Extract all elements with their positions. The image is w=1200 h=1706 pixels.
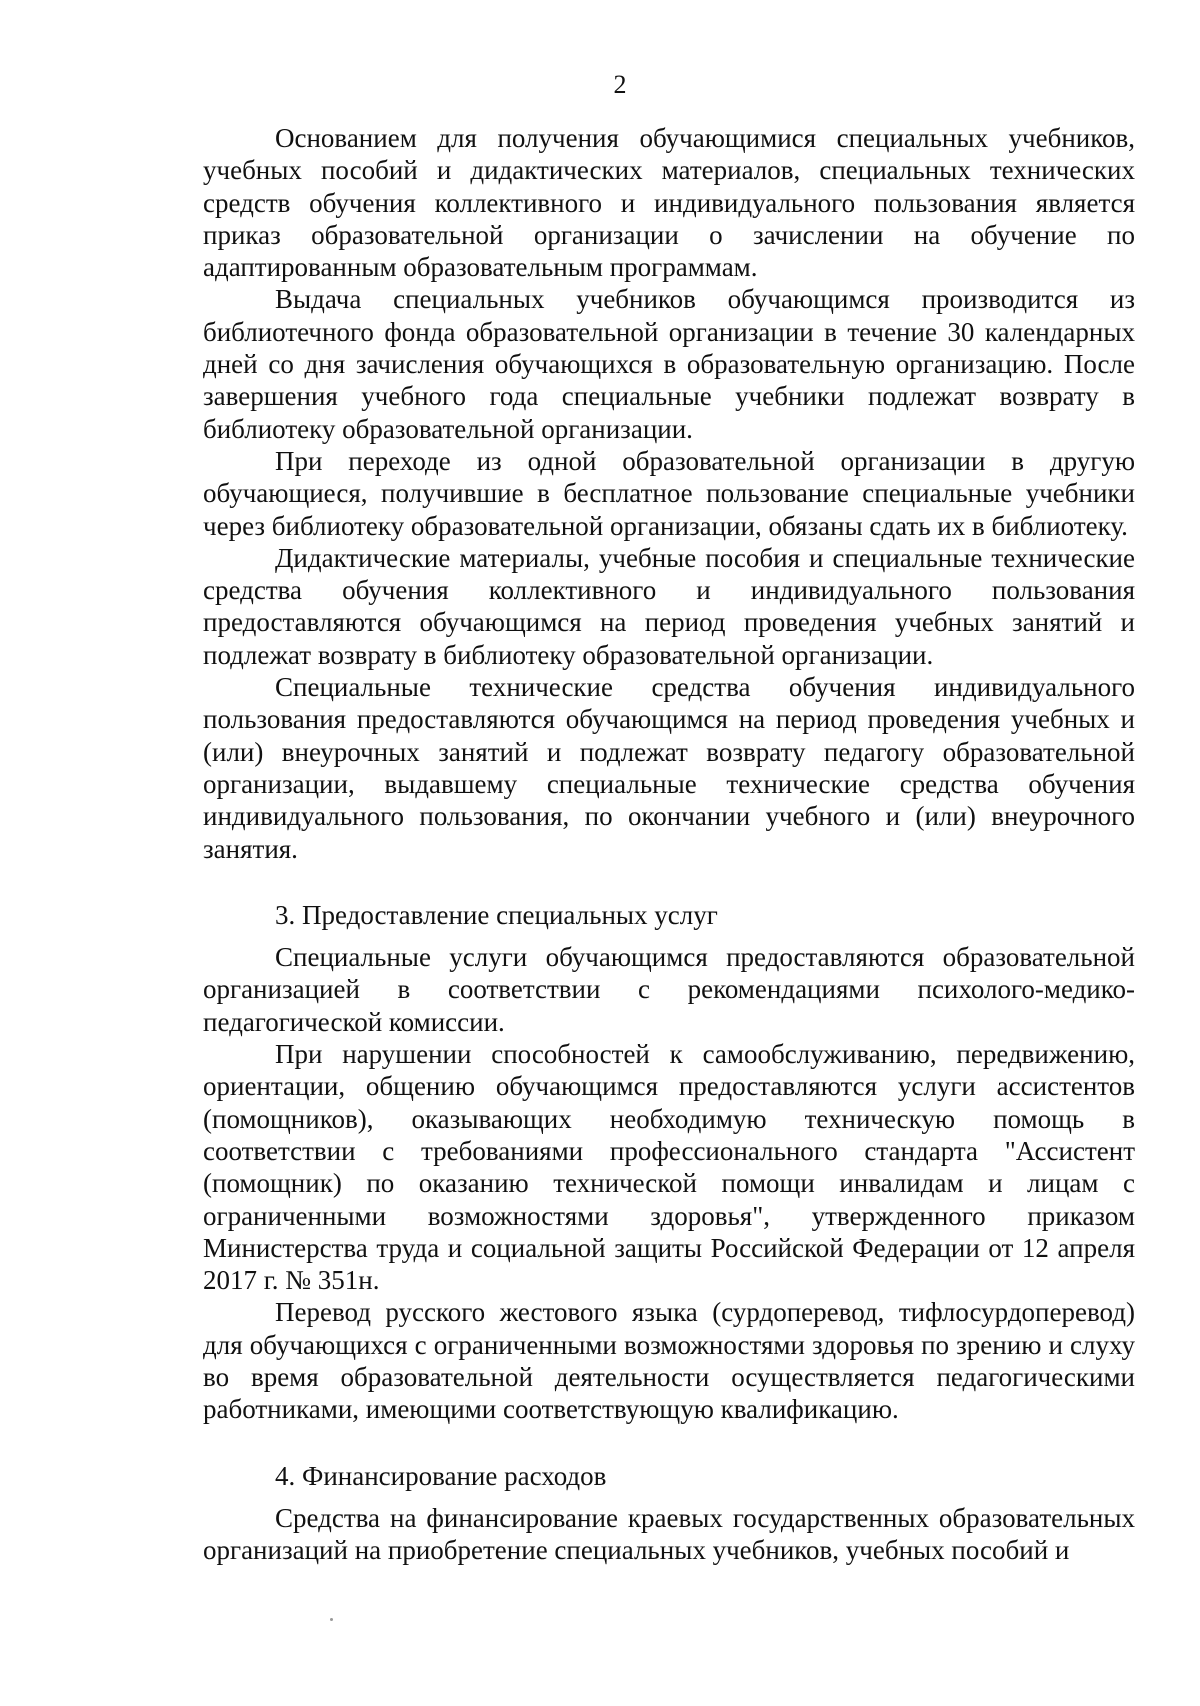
paragraph-transfer: При переходе из одной образовательной организации в другую обучающиеся, получившие в бесплатное пользование специальные учебники через библиотеку образовательной организации, обязаны сдать их в библиотеку.: [203, 445, 1135, 541]
paragraph-didactic-materials: Дидактические материалы, учебные пособия и специальные технические средства обучения коллективного и индивидуального пользования предоставляются обучающимся на период проведения учебных занятий и подлежат возврату в библиотеку образовательной организации.: [203, 542, 1135, 670]
page-number: 2: [613, 70, 627, 99]
section-heading-financing: 4. Финансирование расходов: [275, 1460, 607, 1491]
document-body: [203, 122, 1135, 1566]
paragraph-basis: Основанием для получения обучающимися специальных учебников, учебных пособий и дидактических материалов, специальных технических средств обучения коллективного и индивидуального пользования является приказ образовательной организации о зачислении на обучение по адаптированным образовательным программам.: [203, 123, 1135, 283]
paragraph-sign-language: Перевод русского жестового языка (сурдоперевод, тифлосурдоперевод) для обучающихся с ограниченными возможностями здоровья по зрению и слуху во время образовательной деятельности осуществляется педагогическими работниками, имеющими соответствующую квалификацию.: [203, 1297, 1135, 1425]
paragraph-special-services: Специальные услуги обучающимся предоставляются образовательной организацией в соответствии с рекомендациями психолого-медико-педагогической комиссии.: [203, 942, 1135, 1037]
section-heading-special-services: 3. Предоставление специальных услуг: [275, 899, 718, 930]
paragraph-financing: Средства на финансирование краевых государственных образовательных организаций на приобретение специальных учебников, учебных пособий и: [203, 1502, 1135, 1566]
paragraph-assistants: При нарушении способностей к самообслуживанию, передвижению, ориентации, общению обучающимся предоставляются услуги ассистентов (помощников), оказывающих необходимую техническую помощь в соответствии с требованиями профессионального стандарта "Ассистент (помощник) по оказанию технической помощи инвалидам и лицам с ограниченными возможностями здоровья", утвержденного приказом Министерства труда и социальной защиты Российской Федерации от 12 апреля 2017 г. № 351н.: [203, 1039, 1135, 1296]
paragraph-issuance: Выдача специальных учебников обучающимся производится из библиотечного фонда образовательной организации в течение 30 календарных дней со дня зачисления обучающихся в образовательную организацию. После завершения учебного года специальные учебники подлежат возврату в библиотеку образовательной организации.: [203, 284, 1135, 444]
scan-speck: [330, 1618, 333, 1621]
paragraph-individual-means: Специальные технические средства обучения индивидуального пользования предоставляются обучающимся на период проведения учебных и (или) внеурочных занятий и подлежат возврату педагогу образовательной организации, выдавшему специальные технические средства обучения индивидуального пользования, по окончании учебного и (или) внеурочного занятия.: [203, 672, 1135, 864]
